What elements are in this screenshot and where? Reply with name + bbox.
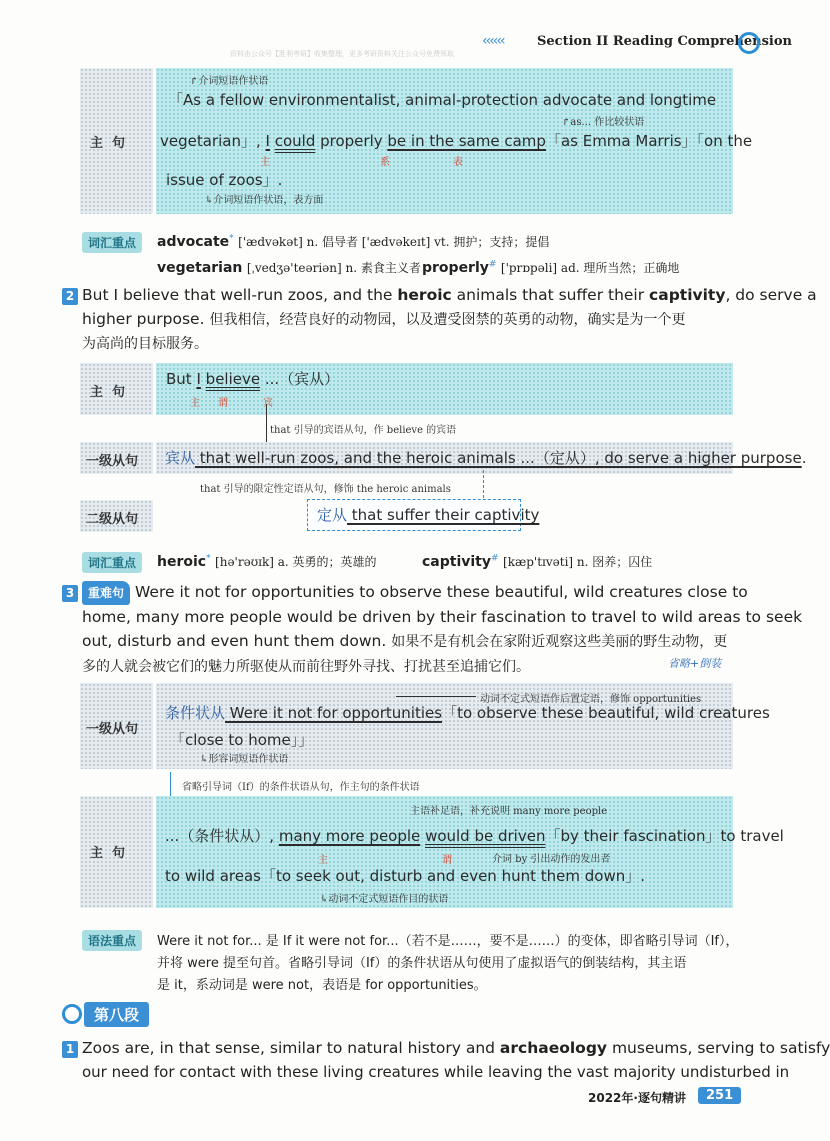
- section8-title: 第八段: [84, 1002, 149, 1027]
- grammar-tag: 语法重点: [82, 930, 142, 951]
- block2-main-label: 主 句: [90, 385, 126, 400]
- vocab2-word1: heroic* [hə'rəʊɪk] a. 英勇的；英雄的: [157, 553, 377, 570]
- note-as-comparison: ↱as... 作比较状语: [562, 117, 645, 128]
- role-main-s: 主: [318, 855, 328, 866]
- note-subject-complement: 主语补足语，补充说明 many more people: [410, 806, 608, 817]
- vocab2: [82, 552, 762, 576]
- page-header: [430, 32, 792, 54]
- note-prep-adverbial: ↱介词短语作状语: [190, 76, 269, 87]
- search-q-icon: [738, 32, 760, 54]
- block2-l2-sentence: 定从 that suffer their captivity: [317, 506, 540, 524]
- note-purpose: ↳动词不定式短语作目的状语: [320, 894, 449, 905]
- para3: 3 重难句 Were it not for opportunities to observe these beautiful, wild creatures close to home, many more people would be driven by their fascination to travel to wild areas to seek out, disturb and even hunt them down. 如果不是有机会在家附近观察这些美丽的野生动物，更 多的人就会被它们的魅力所驱使从而前往野外寻找、打扰甚至追捕它们。: [62, 580, 762, 679]
- para2-number: 2: [62, 288, 78, 305]
- vocab1: [82, 232, 762, 280]
- role-s: 主: [190, 398, 200, 409]
- note-by-agent: 介词 by 引出动作的发出者: [492, 854, 611, 865]
- footer-book: 2022年·逐句精讲: [588, 1091, 686, 1105]
- role-o: 宾: [263, 398, 273, 409]
- block1-line2: vegetarian」, I could properly be in the same camp「as Emma Marris」「on the: [160, 132, 753, 150]
- para8-1-number: 1: [62, 1041, 78, 1058]
- block2-l1-label: 一级从句: [86, 454, 139, 469]
- para8-1: 1 Zoos are, in that sense, similar to natural history and archaeology museums, serving to satisfy our need for contact with these living creatures while leaving the vast majority undisturbed in: [62, 1036, 762, 1084]
- block3-l1-line2: 「close to home」」: [170, 731, 314, 749]
- tag-ellipsis-inversion: 省略+倒装: [668, 657, 722, 670]
- note-infinitive-attr: 动词不定式短语作后置定语，修饰 opportunities: [480, 694, 702, 705]
- role-subject: 主: [260, 157, 270, 168]
- connector-line: [266, 404, 267, 444]
- note-prep-aspect: ↳介词短语作状语，表方面: [205, 195, 324, 206]
- grammar-line3: 是 it，系动词是 were not，表语是 for opportunities。: [157, 978, 487, 993]
- block2-l2-label: 二级从句: [86, 512, 139, 527]
- connector-inf-line: [396, 696, 476, 697]
- role-v: 谓: [218, 398, 228, 409]
- vocab1-word1: advocate* ['ædvəkət] n. 倡导者 ['ædvəkeɪt] vt. 拥护；支持；提倡: [157, 233, 550, 250]
- grammar-line1: Were it not for... 是 If it were not for...（若不是……，要不是……）的变体，即省略引导词（If），: [157, 934, 739, 949]
- note-object-clause: that 引导的宾语从句，作 believe 的宾语: [270, 425, 457, 436]
- vocab2-word2: captivity# [kæp'tɪvəti] n. 囹养；囚住: [422, 553, 653, 570]
- block2-l1-sentence: 宾从 that well-run zoos, and the heroic animals ...（定从）, do serve a higher purpose.: [165, 449, 807, 467]
- block2-main-sentence: But I believe ...（宾从）: [166, 370, 340, 388]
- note-omitted-if: 省略引导词（If）的条件状语从句，作主句的条件状语: [182, 782, 420, 793]
- role-predicative: 表: [453, 157, 463, 168]
- section-q-icon: [62, 1004, 82, 1024]
- para3-number: 3: [62, 585, 78, 602]
- block1-line1: 「As a fellow environmentalist, animal-protection advocate and longtime: [168, 91, 717, 109]
- block3-l1-label: 一级从句: [86, 722, 139, 737]
- role-main-v: 谓: [442, 855, 452, 866]
- hard-sentence-badge: 重难句: [82, 581, 130, 605]
- section8-heading: [62, 1002, 172, 1028]
- role-copula: 系: [380, 157, 390, 168]
- grammar-line2: 并将 were 提至句首。省略引导词（If）的条件状语从句使用了虚拟语气的倒装结构，其主语: [157, 956, 687, 971]
- connector-dashed: [483, 470, 484, 498]
- header-arrows: ‹‹‹‹‹‹: [482, 33, 504, 49]
- block3-main-line1: ...（条件状从）, many more people would be driven「by their fascination」to travel: [165, 827, 784, 845]
- block3-main-line2: to wild areas「to seek out, disturb and even hunt them down」.: [165, 867, 645, 885]
- block3-main-label: 主 句: [90, 846, 126, 861]
- note-adj-phrase: ↳形容词短语作状语: [200, 754, 289, 765]
- para2: 2 But I believe that well-run zoos, and the heroic animals that suffer their captivity, do serve a higher purpose. 但我相信，经营良好的动物园，以及遭受囹禁的英勇的动物，确实是为一个更 为高尚的目标服务。: [62, 283, 752, 356]
- vocab1-tag: 词汇重点: [82, 232, 142, 253]
- page-number: 251: [698, 1087, 741, 1104]
- vocab1-word2: vegetarian [ˌvedʒə'teəriən] n. 素食主义者: [157, 260, 421, 276]
- vocab1-word3: properly# ['prɒpəli] ad. 理所当然；正确地: [422, 259, 680, 276]
- watermark: 资料由公众号【胜利考研】收集整理，更多考研资料关注公众号免费领取: [230, 50, 454, 58]
- vocab2-tag: 词汇重点: [82, 552, 142, 573]
- block1-line3: issue of zoos」.: [166, 171, 283, 189]
- section-title: Section II Reading Comprehension: [537, 34, 792, 49]
- note-attr-clause: that 引导的限定性定语从句，修饰 the heroic animals: [200, 484, 451, 495]
- block3-l1-line1: 条件状从 Were it not for opportunities「to observe these beautiful, wild creatures: [165, 704, 770, 722]
- block1-label: 主 句: [90, 136, 126, 151]
